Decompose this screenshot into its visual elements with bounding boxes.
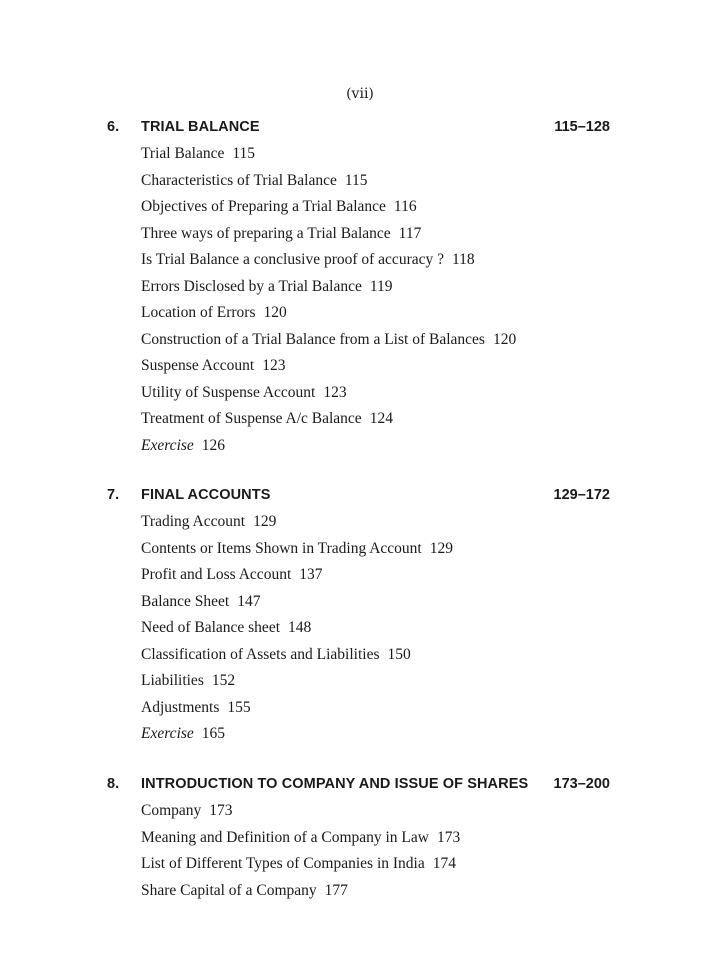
toc-entry-page: 165 [201,725,226,742]
chapter-heading [0,119,720,145]
toc-entry-label: Construction of a Trial Balance from a List of Balances [141,330,485,348]
toc-entry [0,410,720,437]
toc-entry-label: Three ways of preparing a Trial Balance [141,224,391,242]
toc-entry [0,225,720,252]
chapter-section [0,487,720,752]
chapter-number: 6. [107,119,120,135]
page-number: (vii) [346,86,374,102]
toc-entry-label: Balance Sheet [141,592,230,610]
chapter-entry-list [0,513,720,752]
toc-entry-page: 137 [299,566,323,583]
toc-entry [0,699,720,726]
toc-entry [0,855,720,882]
toc-entry-label: Trading Account [141,513,246,530]
toc-entry-label: Utility of Suspense Account [141,383,316,401]
toc-entry-page: 150 [387,645,411,663]
chapter-heading [0,487,720,513]
toc-entry-label: Suspense Account [141,357,255,374]
toc-entry [0,145,720,172]
chapter-entry-list [0,145,720,463]
toc-entry [0,278,720,305]
toc-entry-page: 115 [232,145,256,162]
chapter-heading [0,776,720,802]
toc-entry-label: Location of Errors [141,304,256,321]
toc-entry [0,593,720,620]
chapter-title: TRIAL BALANCE [141,119,260,135]
toc-entry-page: 129 [429,539,453,557]
toc-entry-page: 124 [369,410,393,427]
toc-entry-label: Share Capital of a Company [141,881,317,899]
chapter-title: FINAL ACCOUNTS [141,487,271,503]
toc-entry-label: Is Trial Balance a conclusive proof of accuracy ? [141,251,444,268]
toc-entry-page: 173 [209,802,233,819]
toc-entry-page: 117 [398,224,422,242]
toc-entry [0,725,720,752]
toc-entry-label: Errors Disclosed by a Trial Balance [141,277,362,295]
toc-entry-page: 152 [211,672,236,689]
toc-entry-page: 120 [263,304,287,321]
toc-entry-page: 129 [253,513,277,530]
toc-entry [0,437,720,464]
toc-entry [0,357,720,384]
toc-entry [0,672,720,699]
toc-entry-label: Adjustments [141,698,220,716]
toc-entry-label: Objectives of Preparing a Trial Balance [141,198,386,215]
toc-entry-label: Exercise [141,436,194,454]
chapter-number: 8. [107,776,120,792]
chapter-entry-list [0,802,720,908]
chapter-number: 7. [107,487,120,503]
chapter-section [0,119,720,463]
toc-entry-page: 173 [436,828,461,846]
toc-entry-label: Treatment of Suspense A/c Balance [141,410,362,427]
toc-entry-label: Trial Balance [141,145,225,162]
toc-entry [0,646,720,673]
toc-entry-label: Meaning and Definition of a Company in Law [141,828,429,846]
toc-entry-label: Company [141,802,202,819]
toc-entry-label: Characteristics of Trial Balance [141,171,337,189]
toc-entry-label: Profit and Loss Account [141,566,292,583]
toc-entry [0,802,720,829]
toc-entry [0,172,720,199]
toc-entry-label: Contents or Items Shown in Trading Account [141,539,422,557]
toc-entry-page: 147 [237,592,261,610]
toc-entry-label: Classification of Assets and Liabilities [141,645,380,663]
toc-entry-page: 118 [452,251,475,268]
toc-entry-page: 115 [344,171,368,189]
toc-entry [0,251,720,278]
toc-entry-page: 120 [492,330,517,348]
toc-entry-page: 123 [323,383,347,401]
toc-entry-label: List of Different Types of Companies in India [141,855,425,872]
toc-entry [0,829,720,856]
toc-entry-page: 177 [324,881,348,899]
toc-entry-page: 148 [288,619,312,636]
chapter-section [0,776,720,908]
toc-entry-label: Exercise [141,725,194,742]
toc-entry-label: Need of Balance sheet [141,619,281,636]
toc-entry-page: 155 [227,698,251,716]
toc-entry [0,566,720,593]
chapter-page-range: 173–200 [553,776,610,792]
chapter-page-range: 115–128 [554,119,610,135]
toc-entry-label: Liabilities [141,672,204,689]
toc-entry-page: 119 [369,277,393,295]
toc-entry [0,513,720,540]
toc-entry [0,882,720,909]
toc-entry-page: 123 [262,357,286,374]
toc-entry [0,331,720,358]
toc-entry [0,304,720,331]
chapter-page-range: 129–172 [553,487,610,503]
toc-entry [0,384,720,411]
toc-entry [0,198,720,225]
toc-entry [0,619,720,646]
toc-entry-page: 116 [393,198,417,215]
toc-entry-page: 174 [432,855,456,872]
toc-entry [0,540,720,567]
toc-entry-page: 126 [201,436,226,454]
chapter-title: INTRODUCTION TO COMPANY AND ISSUE OF SHARES [141,776,529,792]
